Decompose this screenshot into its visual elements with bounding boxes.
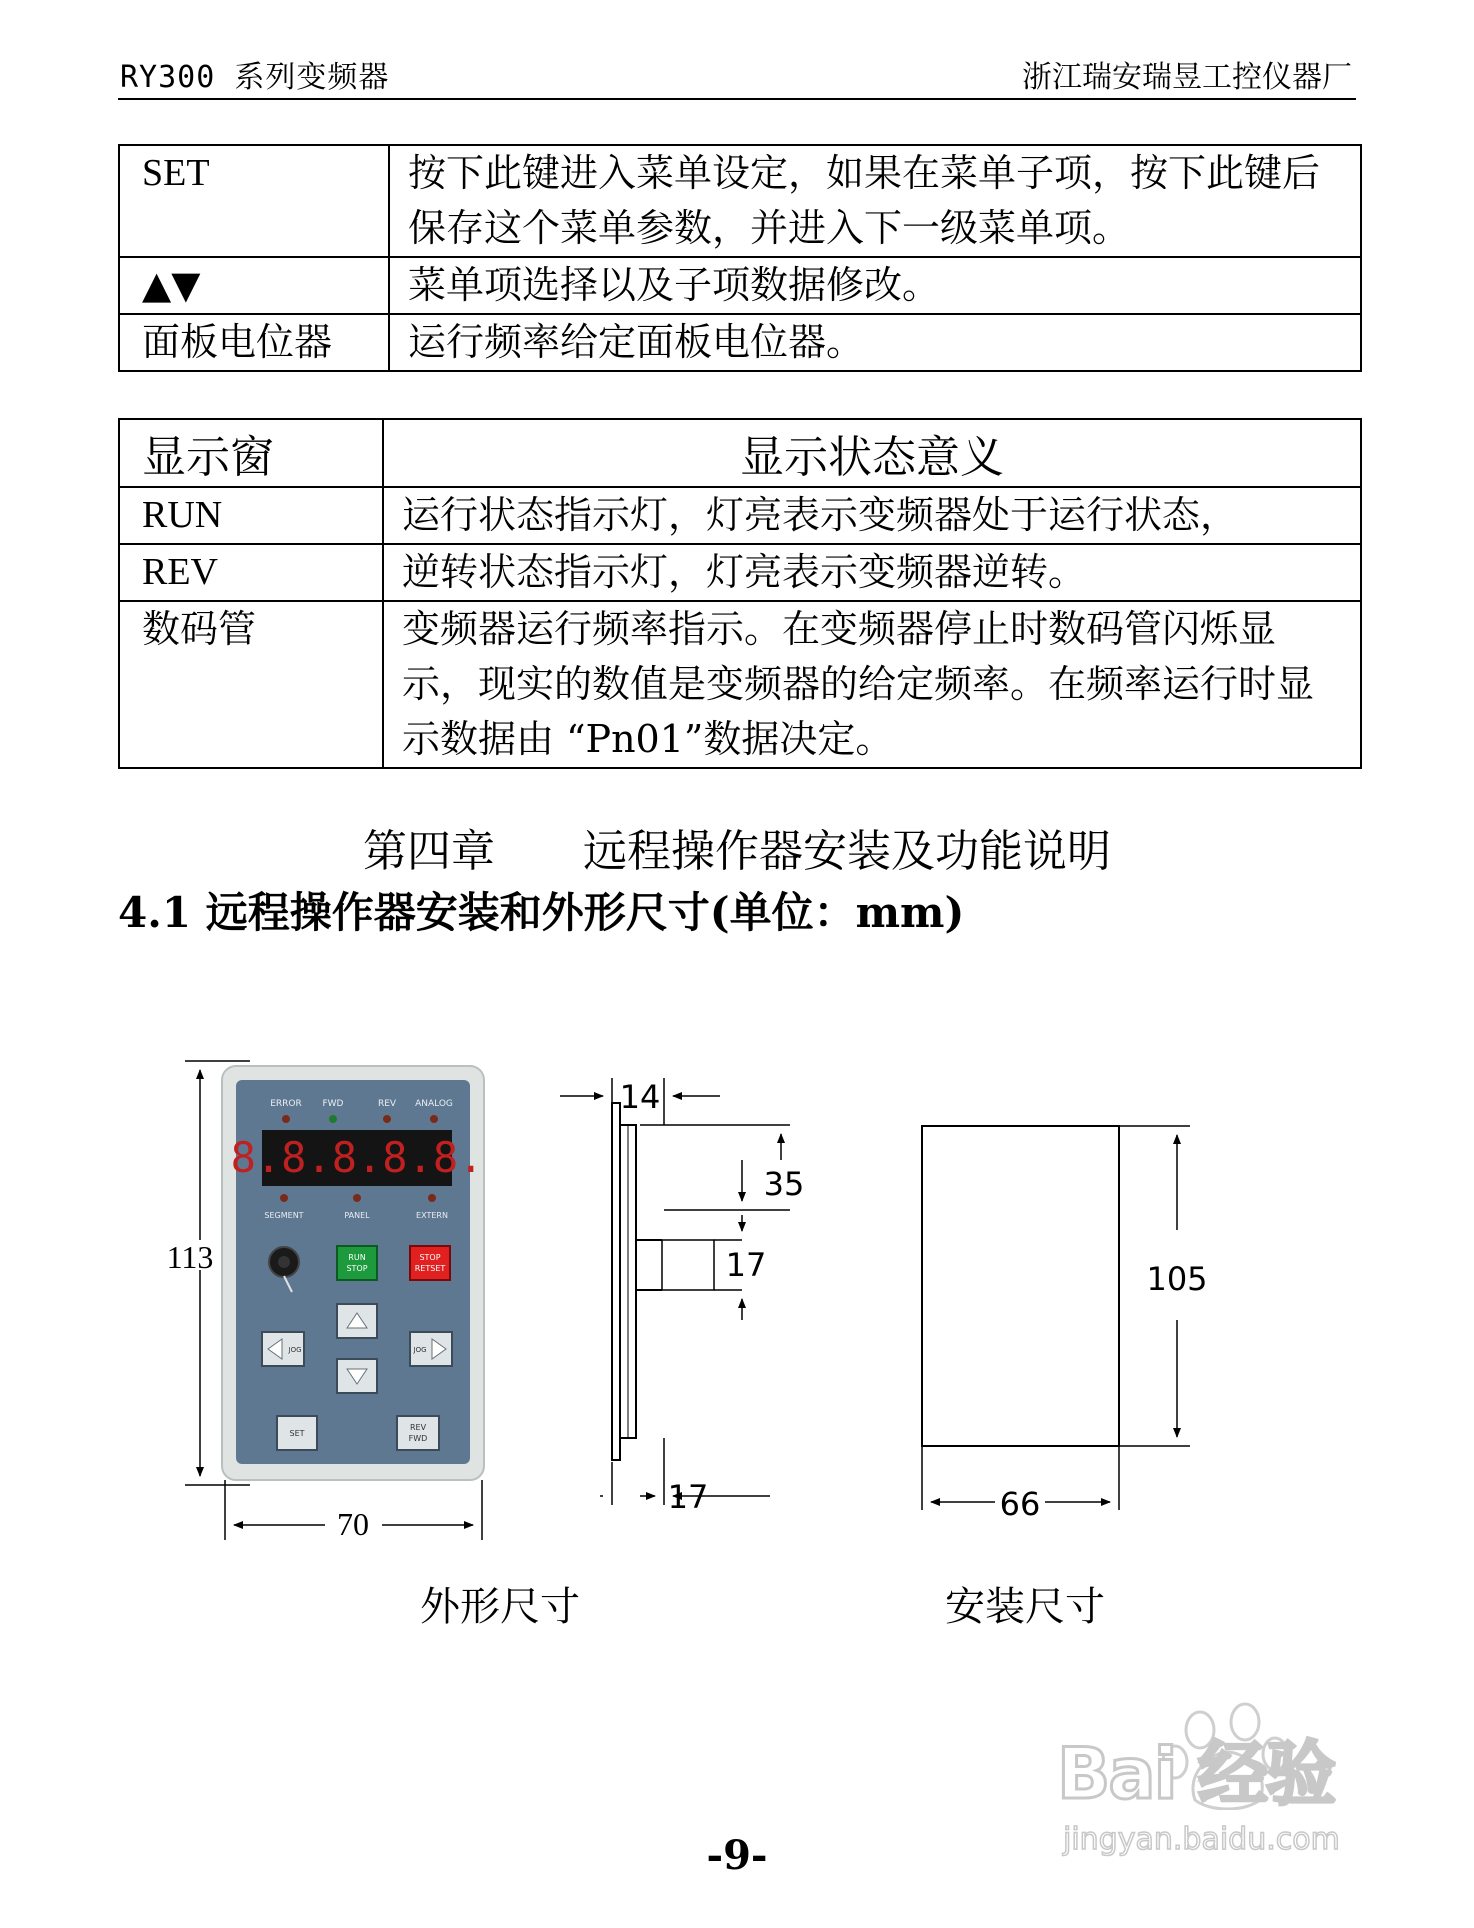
side-view xyxy=(612,1103,714,1460)
table-row xyxy=(119,544,1361,601)
table-row xyxy=(119,314,1361,371)
dim-height-label: 113 xyxy=(166,1239,214,1275)
dim-mount-width-label: 66 xyxy=(999,1485,1041,1523)
mounting-cutout xyxy=(922,1126,1119,1446)
display-digits: 8.8.8.8.8. xyxy=(230,1133,484,1182)
desc-cell: 按下此键进入菜单设定，如果在菜单子项，按下此键后保存这个菜单参数，并进入下一级菜单项。 xyxy=(389,145,1361,257)
mode-label: PANEL xyxy=(344,1211,370,1220)
dim-mount-height-label: 105 xyxy=(1146,1260,1208,1298)
table-row xyxy=(119,487,1361,544)
down-button[interactable] xyxy=(337,1359,377,1393)
section-title: 远程操作器安装和外形尺寸(单位：mm) xyxy=(205,888,965,937)
header-title: RY300 系列变频器 xyxy=(120,60,390,95)
column-header: 显示窗 xyxy=(119,419,383,487)
chapter-title: 远程操作器安装及功能说明 xyxy=(583,826,1111,877)
error-led xyxy=(282,1115,290,1123)
button-label: SET xyxy=(289,1429,305,1438)
chapter-number: 第四章 xyxy=(363,826,495,877)
page-number: -9- xyxy=(706,1832,768,1879)
dim-width-label: 70 xyxy=(337,1506,369,1542)
operator-panel xyxy=(222,1066,484,1480)
key-cell: SET xyxy=(119,145,389,257)
button-label: REV xyxy=(409,1423,427,1432)
button-label: JOG xyxy=(288,1346,302,1354)
panel-led xyxy=(353,1194,361,1202)
section-number: 4.1 xyxy=(118,888,192,937)
key-cell: RUN xyxy=(119,487,383,544)
key-cell: ▲▼ xyxy=(119,257,389,314)
display-table xyxy=(118,418,1362,769)
side-flange xyxy=(612,1103,620,1460)
key-cell: 数码管 xyxy=(119,601,383,768)
fwd-led xyxy=(329,1115,337,1123)
chapter-heading xyxy=(0,815,1474,879)
caption-install: 安装尺寸 xyxy=(945,1584,1105,1630)
jog-left-button[interactable] xyxy=(262,1332,304,1366)
key-cell: REV xyxy=(119,544,383,601)
baidu-watermark xyxy=(1045,1700,1405,1880)
rev-led xyxy=(383,1115,391,1123)
jog-right-button[interactable] xyxy=(410,1332,452,1366)
caption-outline: 外形尺寸 xyxy=(420,1584,580,1630)
dim-step-label: 35 xyxy=(763,1165,805,1203)
watermark-url: jingyan.baidu.com xyxy=(1063,1822,1340,1857)
indicator-label: REV xyxy=(377,1099,397,1109)
table-row xyxy=(119,601,1361,768)
indicator-label: FWD xyxy=(322,1099,344,1109)
extern-led xyxy=(428,1194,436,1202)
dimension-drawing xyxy=(0,1000,1474,1650)
dim-depth-label: 14 xyxy=(619,1078,661,1116)
button-label: JOG xyxy=(413,1346,427,1354)
indicator-label: ERROR xyxy=(270,1099,302,1109)
set-button[interactable] xyxy=(277,1416,317,1450)
watermark-brand: Bai 经验 xyxy=(1057,1733,1334,1815)
segment-led xyxy=(280,1194,288,1202)
button-label: RUN xyxy=(348,1253,366,1262)
side-boss xyxy=(662,1240,714,1290)
desc-cell: 运行状态指示灯，灯亮表示变频器处于运行状态， xyxy=(383,487,1361,544)
desc-cell: 菜单项选择以及子项数据修改。 xyxy=(389,257,1361,314)
button-label: FWD xyxy=(408,1434,428,1443)
table-row xyxy=(119,257,1361,314)
run-stop-button[interactable] xyxy=(337,1246,377,1280)
key-cell: 面板电位器 xyxy=(119,314,389,371)
table-header-row xyxy=(119,419,1361,487)
side-dimensions xyxy=(560,1078,790,1505)
button-label: STOP xyxy=(346,1264,368,1273)
desc-cell: 逆转状态指示灯，灯亮表示变频器逆转。 xyxy=(383,544,1361,601)
mode-label: SEGMENT xyxy=(264,1211,304,1220)
rev-fwd-button[interactable] xyxy=(397,1416,439,1450)
desc-cell: 运行频率给定面板电位器。 xyxy=(389,314,1361,371)
up-button[interactable] xyxy=(337,1304,377,1338)
dim-boss-label: 17 xyxy=(725,1246,767,1284)
mode-label: EXTERN xyxy=(416,1211,448,1220)
stop-reset-button[interactable] xyxy=(410,1246,450,1280)
page-header xyxy=(118,50,1356,100)
button-label: STOP xyxy=(419,1253,441,1262)
indicator-label: ANALOG xyxy=(415,1099,453,1109)
button-label: RETSET xyxy=(414,1264,446,1273)
analog-led xyxy=(430,1115,438,1123)
desc-cell: 变频器运行频率指示。在变频器停止时数码管闪烁显示，现实的数值是变频器的给定频率。在频率运行时显示数据由 “Pn01”数据决定。 xyxy=(383,601,1361,768)
table-row xyxy=(119,145,1361,257)
column-header: 显示状态意义 xyxy=(383,419,1361,487)
dim-bottom-label: 17 xyxy=(667,1478,709,1516)
section-heading xyxy=(118,880,964,940)
header-company: 浙江瑞安瑞昱工控仪器厂 xyxy=(1022,60,1352,95)
keys-table xyxy=(118,144,1362,372)
